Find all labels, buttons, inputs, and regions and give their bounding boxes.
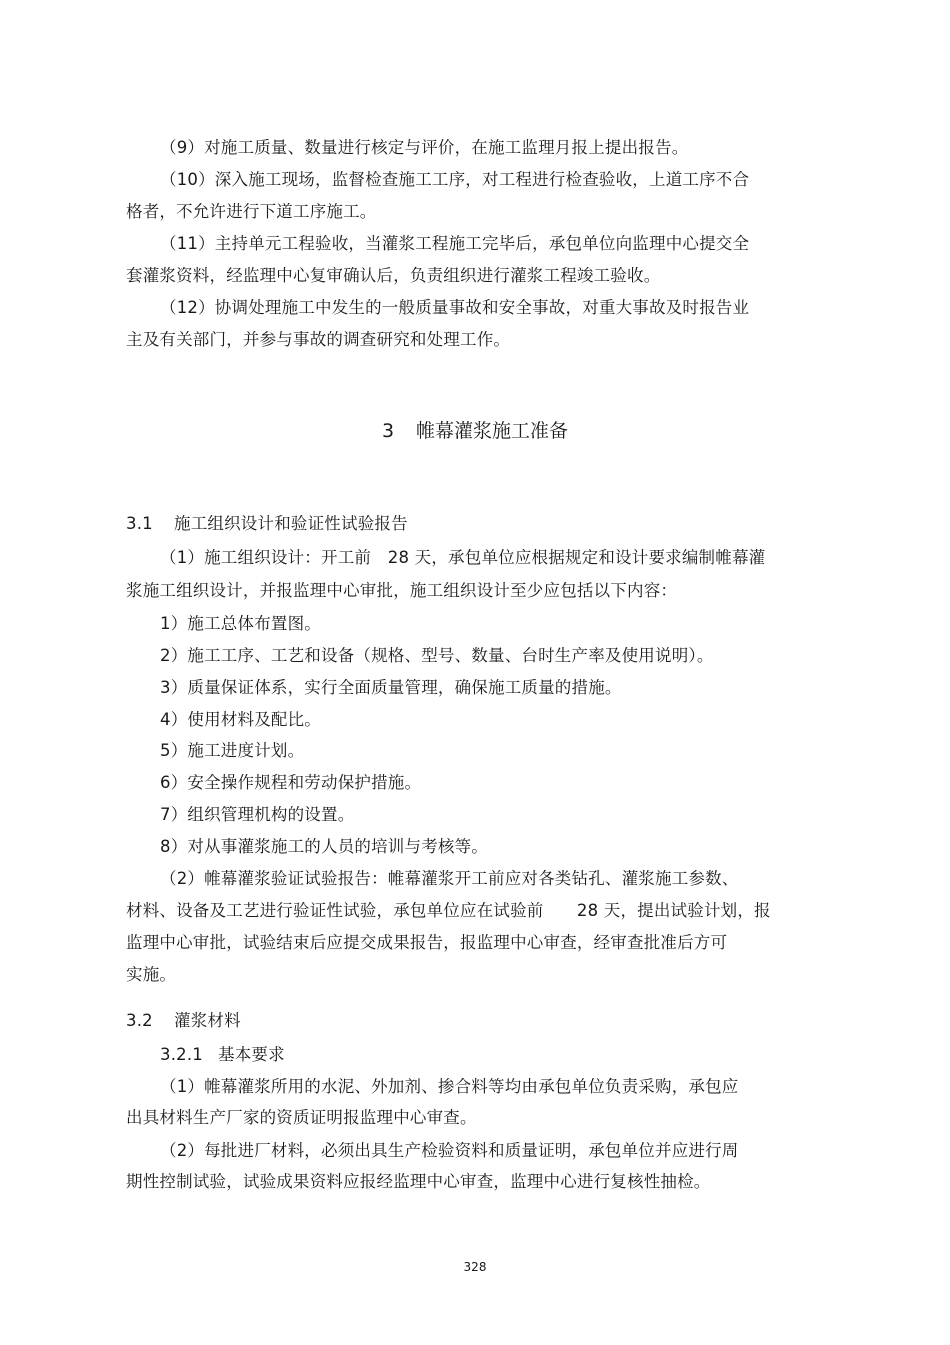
section-3-1-heading <box>126 514 408 534</box>
chapter-title: 帷幕灌浆施工准备 <box>416 420 569 442</box>
list-item: 6）安全操作规程和劳动保护措施。 <box>160 773 422 792</box>
chapter-number: 3 <box>381 420 395 442</box>
section-3-1-para-2-line-2: 材料、设备及工艺进行验证性试验，承包单位应在试验前 28 天，提出试验计划，报 <box>126 901 771 920</box>
section-3-2-heading <box>126 1011 241 1031</box>
list-item: 1）施工总体布置图。 <box>160 614 321 633</box>
section-3-2-1-title: 基本要求 <box>218 1045 285 1064</box>
list-item: 2）施工工序、工艺和设备（规格、型号、数量、台时生产率及使用说明）。 <box>160 646 714 665</box>
section-3-2-1-para-2-line-2: 期性控制试验，试验成果资料应报经监理中心审查，监理中心进行复核性抽检。 <box>126 1172 711 1191</box>
section-3-2-1-heading <box>160 1045 285 1065</box>
paragraph-11-line-1: （11）主持单元工程验收，当灌浆工程施工完毕后，承包单位向监理中心提交全 <box>160 234 750 253</box>
section-3-2-number: 3.2 <box>126 1011 153 1030</box>
list-item: 3）质量保证体系，实行全面质量管理，确保施工质量的措施。 <box>160 678 622 697</box>
paragraph-10-line-1: （10）深入施工现场，监督检查施工工序，对工程进行检查验收，上道工序不合 <box>160 170 750 189</box>
section-3-2-title: 灌浆材料 <box>174 1011 241 1030</box>
section-3-2-1-number: 3.2.1 <box>160 1045 203 1064</box>
list-item: 7）组织管理机构的设置。 <box>160 805 355 824</box>
list-item: 5）施工进度计划。 <box>160 741 305 760</box>
section-3-1-para-1-line-1: （1）施工组织设计：开工前 28 天，承包单位应根据规定和设计要求编制帷幕灌 <box>160 548 766 567</box>
section-3-1-number: 3.1 <box>126 514 153 533</box>
section-3-1-title: 施工组织设计和验证性试验报告 <box>174 514 408 533</box>
paragraph-9: （9）对施工质量、数量进行核定与评价，在施工监理月报上提出报告。 <box>160 138 689 157</box>
section-3-1-para-2-line-1: （2）帷幕灌浆验证试验报告：帷幕灌浆开工前应对各类钻孔、灌浆施工参数、 <box>160 869 739 888</box>
chapter-heading <box>0 419 950 443</box>
section-3-1-para-1-line-2: 浆施工组织设计，并报监理中心审批，施工组织设计至少应包括以下内容： <box>126 581 678 600</box>
paragraph-12-line-2: 主及有关部门，并参与事故的调查研究和处理工作。 <box>126 330 511 349</box>
paragraph-12-line-1: （12）协调处理施工中发生的一般质量事故和安全事故，对重大事故及时报告业 <box>160 298 750 317</box>
list-item: 8）对从事灌浆施工的人员的培训与考核等。 <box>160 837 488 856</box>
section-3-2-1-para-2-line-1: （2）每批进厂材料，必须出具生产检验资料和质量证明，承包单位并应进行周 <box>160 1141 739 1160</box>
section-3-2-1-para-1-line-2: 出具材料生产厂家的资质证明报监理中心审查。 <box>126 1108 477 1127</box>
section-3-2-1-para-1-line-1: （1）帷幕灌浆所用的水泥、外加剂、掺合料等均由承包单位负责采购，承包应 <box>160 1077 739 1096</box>
list-item: 4）使用材料及配比。 <box>160 710 321 729</box>
section-3-1-para-2-line-3: 监理中心审批，试验结束后应提交成果报告，报监理中心审查，经审查批准后方可 <box>126 933 728 952</box>
section-3-1-para-2-line-4: 实施。 <box>126 965 177 984</box>
page-number: 328 <box>463 1260 487 1274</box>
paragraph-10-line-2: 格者，不允许进行下道工序施工。 <box>126 202 377 221</box>
paragraph-11-line-2: 套灌浆资料，经监理中心复审确认后，负责组织进行灌浆工程竣工验收。 <box>126 266 661 285</box>
